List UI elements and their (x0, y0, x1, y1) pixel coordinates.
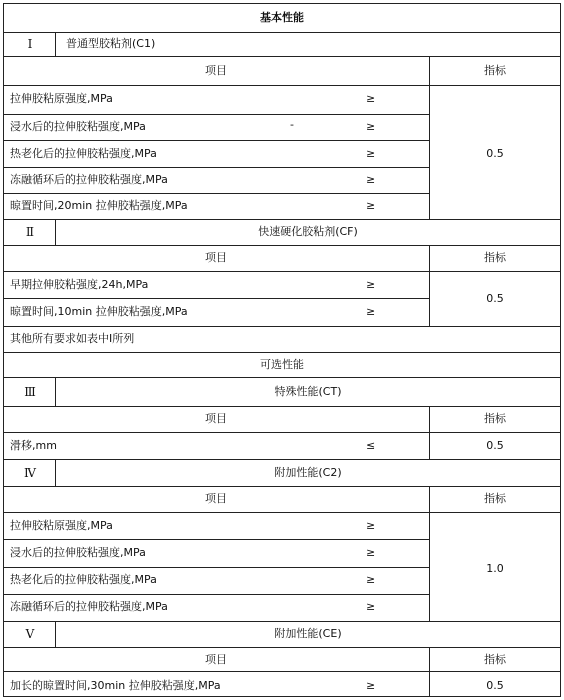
column-header-index: 指标 (484, 412, 506, 425)
operator: ≥ (366, 679, 376, 692)
operator: ≥ (366, 600, 376, 613)
operator: ≥ (366, 92, 376, 105)
index-value: 0.5 (486, 147, 504, 160)
column-header-item: 项目 (205, 653, 227, 666)
class-name: 特殊性能(CT) (274, 385, 342, 398)
operator: ≥ (366, 305, 376, 318)
operator: ≥ (366, 147, 376, 160)
operator: ≥ (366, 546, 376, 559)
class-name: 普通型胶粘剂(C1) (66, 37, 156, 50)
class-number: Ⅳ (24, 466, 36, 480)
item-label: 晾置时间,10min 拉伸胶粘强度,MPa (10, 305, 188, 318)
item-label: 热老化后的拉伸胶粘强度,MPa (10, 573, 157, 586)
column-header-index: 指标 (484, 653, 506, 666)
class-name: 快速硬化胶粘剂(CF) (258, 225, 358, 238)
index-value: 0.5 (486, 439, 504, 452)
operator: ≥ (366, 519, 376, 532)
operator: ≥ (366, 173, 376, 186)
index-value: 0.5 (486, 292, 504, 305)
column-header-item: 项目 (205, 412, 227, 425)
item-label: 冻融循环后的拉伸胶粘强度,MPa (10, 173, 168, 186)
stray-mark: - (290, 118, 294, 131)
column-header-index: 指标 (484, 492, 506, 505)
item-label: 拉伸胶粘原强度,MPa (10, 92, 113, 105)
class-number: Ⅰ (27, 37, 33, 51)
operator: ≥ (366, 199, 376, 212)
item-label: 浸水后的拉伸胶粘强度,MPa (10, 120, 146, 133)
performance-table (3, 3, 561, 697)
table-note: 其他所有要求如表中Ⅰ所列 (10, 332, 135, 345)
class-number: Ⅲ (24, 385, 36, 399)
item-label: 晾置时间,20min 拉伸胶粘强度,MPa (10, 199, 188, 212)
index-value: 0.5 (486, 679, 504, 692)
section-title-basic: 基本性能 (260, 11, 304, 24)
item-label: 加长的晾置时间,30min 拉伸胶粘强度,MPa (10, 679, 221, 692)
class-number: Ⅴ (25, 627, 35, 641)
column-header-item: 项目 (205, 251, 227, 264)
class-number: Ⅱ (25, 225, 35, 239)
index-value: 1.0 (486, 562, 504, 575)
item-label: 浸水后的拉伸胶粘强度,MPa (10, 546, 146, 559)
item-label: 滑移,mm (10, 439, 57, 452)
item-label: 冻融循环后的拉伸胶粘强度,MPa (10, 600, 168, 613)
column-header-index: 指标 (484, 251, 506, 264)
column-header-item: 项目 (205, 492, 227, 505)
item-label: 热老化后的拉伸胶粘强度,MPa (10, 147, 157, 160)
class-name: 附加性能(C2) (274, 466, 342, 479)
column-header-item: 项目 (205, 64, 227, 77)
item-label: 早期拉伸胶粘强度,24h,MPa (10, 278, 149, 291)
item-label: 拉伸胶粘原强度,MPa (10, 519, 113, 532)
section-title-optional: 可选性能 (260, 358, 304, 371)
column-header-index: 指标 (484, 64, 506, 77)
operator: ≤ (366, 439, 376, 452)
operator: ≥ (366, 573, 376, 586)
operator: ≥ (366, 120, 376, 133)
operator: ≥ (366, 278, 376, 291)
class-name: 附加性能(CE) (274, 627, 342, 640)
